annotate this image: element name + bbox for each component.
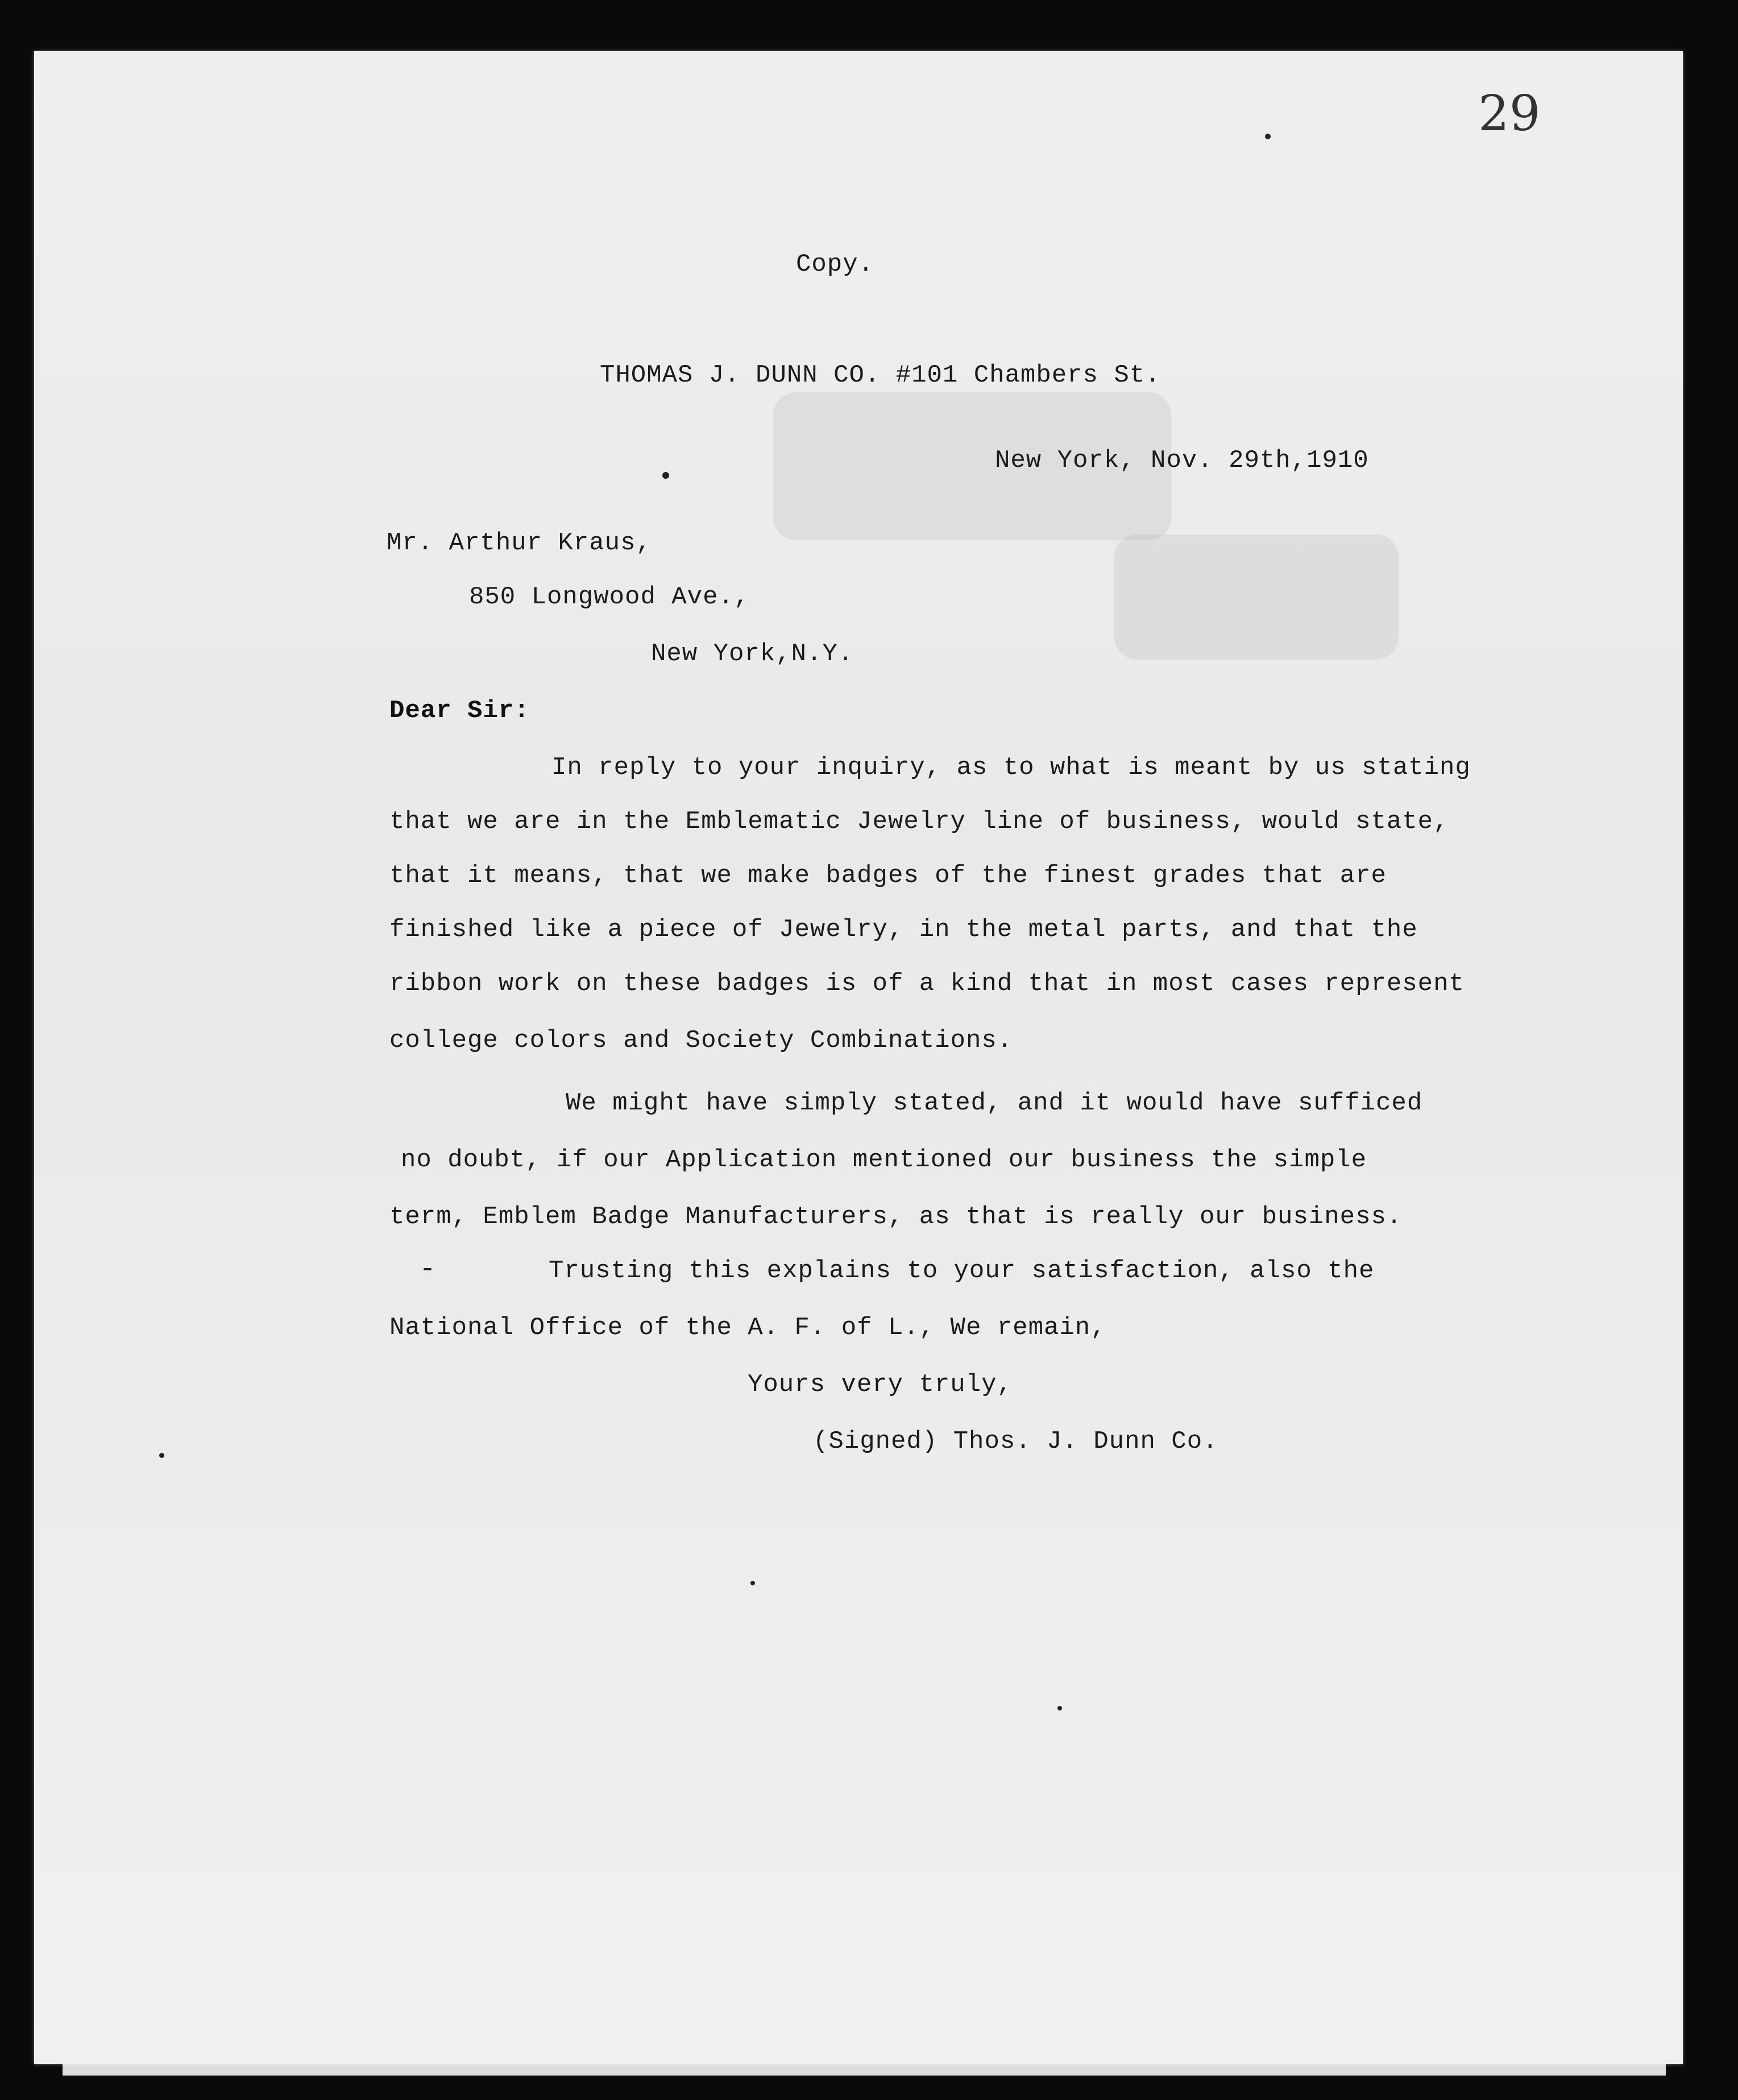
body-line: term, Emblem Badge Manufacturers, as that is really our business.: [389, 1203, 1403, 1231]
letterhead: THOMAS J. DUNN CO. #101 Chambers St.: [600, 361, 1161, 390]
recipient-city: New York,N.Y.: [651, 640, 854, 668]
body-line: that we are in the Emblematic Jewelry line of business, would state,: [389, 807, 1449, 836]
body-line: finished like a piece of Jewelry, in the metal parts, and that the: [389, 916, 1418, 944]
body-line: National Office of the A. F. of L., We remain,: [389, 1314, 1106, 1342]
body-line: ribbon work on these badges is of a kind that in most cases represent: [389, 970, 1465, 998]
body-line: Trusting this explains to your satisfaction, also the: [549, 1257, 1375, 1285]
ink-mark: [424, 1268, 432, 1270]
copy-label: Copy.: [796, 250, 874, 279]
body-line: that it means, that we make badges of the finest grades that are: [389, 861, 1387, 890]
salutation: Dear Sir:: [389, 697, 530, 725]
ink-speck: [750, 1581, 755, 1585]
page-number: 29: [1478, 85, 1541, 142]
ink-speck: [1265, 134, 1271, 139]
recipient-name: Mr. Arthur Kraus,: [387, 529, 652, 557]
closing: Yours very truly,: [748, 1370, 1013, 1399]
signature: (Signed) Thos. J. Dunn Co.: [813, 1427, 1218, 1456]
recipient-street: 850 Longwood Ave.,: [469, 583, 750, 611]
body-line: no doubt, if our Application mentioned our business the simple: [401, 1146, 1367, 1174]
body-line: In reply to your inquiry, as to what is meant by us stating: [551, 753, 1471, 782]
dateline: New York, Nov. 29th,1910: [995, 446, 1369, 475]
ink-speck: [1057, 1706, 1062, 1710]
paper-smudge: [1114, 535, 1399, 660]
body-line: college colors and Society Combinations.: [389, 1026, 1013, 1055]
ink-speck: [159, 1453, 164, 1458]
body-line: We might have simply stated, and it would have sufficed: [566, 1089, 1423, 1117]
letter-page: [34, 51, 1683, 2064]
ink-speck: [662, 472, 669, 479]
